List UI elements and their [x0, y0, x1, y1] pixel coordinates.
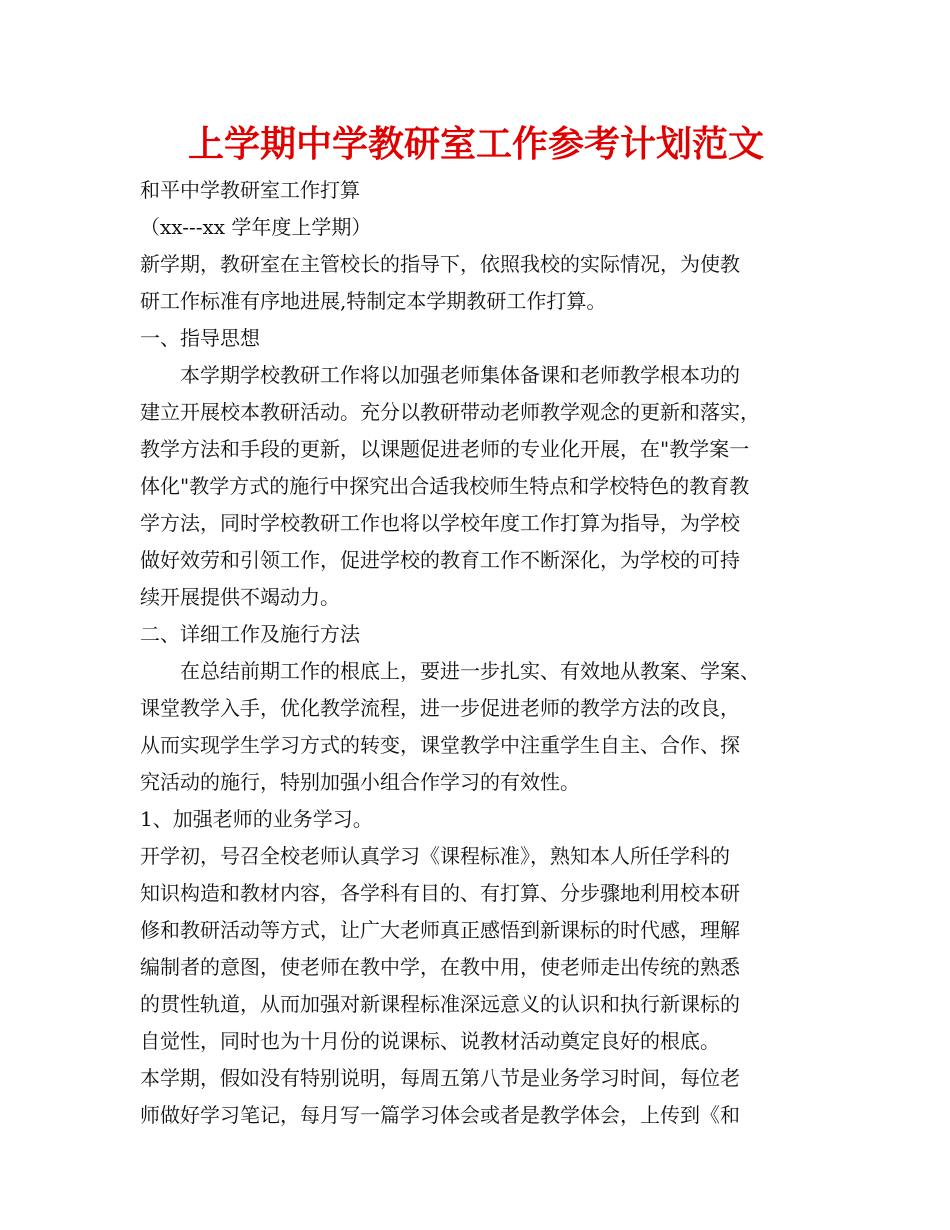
body-line: 续开展提供不竭动力。 — [140, 585, 340, 609]
body-line: 修和教研活动等方式，让广大老师真正感悟到新课标的时代感，理解 — [140, 918, 740, 942]
body-line: 建立开展校本教研活动。充分以教研带动老师教学观念的更新和落实， — [140, 400, 760, 424]
document-title: 上学期中学教研室工作参考计划范文 — [187, 124, 764, 165]
body-line: 研工作标准有序地进展,特制定本学期教研工作打算。 — [140, 289, 607, 313]
body-line: 教学方法和手段的更新，以课题促进老师的专业化开展，在"教学案一 — [140, 437, 750, 461]
subsection-heading: 1、加强老师的业务学习。 — [140, 807, 373, 831]
body-line: 编制者的意图，使老师在教中学，在教中用，使老师走出传统的熟悉 — [140, 955, 740, 979]
document-body — [140, 172, 812, 1134]
body-line: 在总结前期工作的根底上，要进一步扎实、有效地从教案、学案、 — [180, 659, 760, 683]
school-year-subheading: （xx---xx 学年度上学期） — [140, 215, 372, 239]
school-plan-heading: 和平中学教研室工作打算 — [140, 178, 360, 202]
body-line: 课堂教学入手，优化教学流程，进一步促进老师的教学方法的改良， — [140, 696, 740, 720]
body-line: 的贯性轨道，从而加强对新课程标准深远意义的认识和执行新课标的 — [140, 992, 740, 1016]
body-line: 从而实现学生学习方式的转变，课堂教学中注重学生自主、合作、探 — [140, 733, 740, 757]
body-line: 师做好学习笔记，每月写一篇学习体会或者是教学体会，上传到《和 — [140, 1103, 740, 1127]
section-heading: 二、详细工作及施行方法 — [140, 622, 360, 646]
body-line: 本学期学校教研工作将以加强老师集体备课和老师教学根本功的 — [180, 363, 740, 387]
body-line: 究活动的施行，特别加强小组合作学习的有效性。 — [140, 770, 580, 794]
section-heading: 一、指导思想 — [140, 326, 260, 350]
body-line: 开学初，号召全校老师认真学习《课程标准》，熟知本人所任学科的 — [140, 844, 730, 868]
body-line: 体化"教学方式的施行中探究出合适我校师生特点和学校特色的教育教 — [140, 474, 750, 498]
body-line: 学方法，同时学校教研工作也将以学校年度工作打算为指导，为学校 — [140, 511, 740, 535]
body-line: 自觉性，同时也为十月份的说课标、说教材活动奠定良好的根底。 — [140, 1029, 720, 1053]
body-line: 本学期，假如没有特别说明，每周五第八节是业务学习时间，每位老 — [140, 1066, 740, 1090]
document-page — [140, 118, 812, 1134]
body-line: 知识构造和教材内容，各学科有目的、有打算、分步骤地利用校本研 — [140, 881, 740, 905]
body-line: 新学期，教研室在主管校长的指导下，依照我校的实际情况，为使教 — [140, 252, 740, 276]
body-line: 做好效劳和引领工作，促进学校的教育工作不断深化，为学校的可持 — [140, 548, 740, 572]
